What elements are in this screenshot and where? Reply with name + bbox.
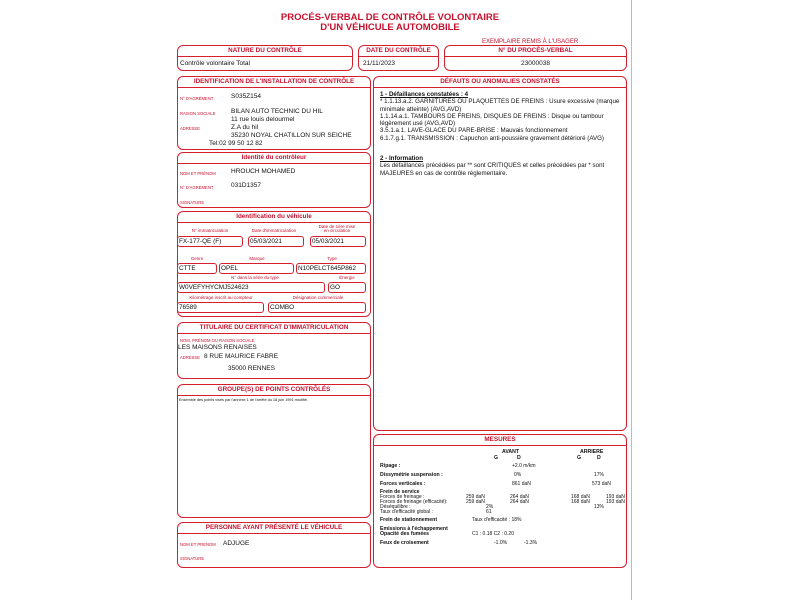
ripage-value: +2.0 m/km (512, 463, 536, 469)
mesures-box (373, 434, 627, 568)
pv-header: N° DU PROCÈS-VERBAL (445, 46, 626, 57)
installation-raison-1: BILAN AUTO TECHNIC DU HIL (231, 108, 323, 115)
mesures-header: MESURES (374, 435, 626, 446)
date-value: 21/11/2023 (363, 60, 396, 67)
installation-adresse-label: ADRESSE (180, 126, 201, 131)
date-immat-label: Date d'immatriculation (251, 228, 297, 233)
dissym-av: 0% (514, 472, 522, 478)
defauts-header: DÉFAUTS OU ANOMALIES CONSTATÉS (374, 77, 626, 88)
defauts-box (373, 76, 627, 431)
forces-v-ar: 573 daN (592, 481, 611, 487)
vehicule-box (177, 211, 371, 317)
document-title-line1: PROCÉS-VERBAL DE CONTRÔLE VOLONTAIRE (280, 12, 500, 23)
nature-value: Contrôle volontaire Total (180, 60, 250, 67)
pv-box (444, 45, 627, 71)
controleur-agrement-label: N° D'AGRÉMENT (180, 185, 214, 190)
deseq-ar: 13% (594, 504, 605, 510)
ff-av-d: 264 daN (510, 494, 529, 500)
titulaire-box (177, 322, 371, 379)
feux-label: Feux de croisement (380, 540, 429, 546)
ffe-label: Forces de freinage (efficacité): (380, 499, 448, 505)
forces-v-av: 861 daN (512, 481, 531, 487)
defaut-item: * 1.1.13.a.2. GARNITURES OU PLAQUETTES DE FREINS : Usure excessive (marque minimale atteinte) (AVG,AVD) (380, 98, 620, 113)
marque-label: Marque (249, 256, 265, 261)
date-1ere-label-2: en circulation (323, 228, 351, 233)
titulaire-header: TITULAIRE DU CERTIFICAT D'IMMATRICULATION (178, 323, 370, 334)
energie-value: GO (330, 284, 340, 291)
energie-label: Énergie (339, 275, 355, 280)
emissions-label-2: Opacité des fumées (380, 531, 430, 537)
date-1ere-label-1: Date de 1ère mise (318, 224, 356, 229)
date-header: DATE DU CONTRÔLE (359, 46, 438, 57)
genre-label: Genre (190, 256, 204, 261)
stationnement-value: Taux d'efficacité : 18% (472, 517, 522, 523)
km-field (177, 302, 264, 313)
mesures-av-g: G (494, 455, 499, 461)
titulaire-nom: LES MAISONS RENAISES (178, 344, 257, 351)
energie-field (328, 282, 366, 293)
mesures-arriere-header: ARRIERE (580, 449, 604, 455)
defauts-section1-title: 1 - Défaillances constatées : 4 (380, 91, 469, 98)
date-immat-field (248, 236, 304, 247)
controleur-nom-label: NOM ET PRÉNOM (180, 171, 216, 176)
installation-agrement: S035Z154 (231, 93, 261, 100)
defauts-list (380, 91, 620, 177)
date-immat-value: 05/03/2021 (250, 238, 282, 245)
emissions-value: C1 : 0.18 C2 : 0.20 (472, 531, 514, 537)
page-edge-line (631, 0, 632, 600)
defauts-info: Les défaillances précédées par ** sont CRITIQUES et celles précédées par * sont MAJEURES en cas de contrôle réglementaire. (380, 162, 605, 177)
stationnement-label: Frein de stationnement (380, 517, 438, 523)
taux-global: 61 (486, 509, 492, 515)
dissym-label: Dissymétrie suspension : (380, 472, 443, 478)
installation-header: IDENTIFICATION DE L'INSTALLATION DE CONTRÔLE (178, 77, 370, 88)
ff-ar-d: 193 daN (606, 494, 625, 500)
nature-header: NATURE DU CONTRÔLE (178, 46, 352, 57)
mesures-av-d: D (517, 455, 521, 461)
controleur-nom: HROUCH MOHAMED (231, 168, 296, 175)
presentateur-signature-label: SIGNATURE (180, 556, 205, 561)
ffe-ar-g: 168 daN (571, 499, 590, 505)
km-label: Kilométrage inscrit au compteur (189, 295, 253, 300)
ffe-ar-d: 193 daN (606, 499, 625, 505)
nature-box (177, 45, 353, 71)
installation-adresse-1: Z.A du hil (231, 124, 259, 131)
presentateur-nom-label: NOM ET PRÉNOM (180, 542, 216, 547)
installation-raison-label: RAISON SOCIALE (180, 111, 216, 116)
installation-box (177, 76, 371, 150)
defaut-item: 3.5.1.a.1. LAVE-GLACE DU PARE-BRISE : Mauvais fonctionnement (380, 127, 568, 135)
document-title-line2: D'UN VÉHICULE AUTOMOBILE (320, 22, 460, 33)
controleur-header: Identité du contrôleur (178, 153, 370, 164)
taux-global-label: Taux d'efficacité global : (380, 509, 433, 515)
installation-adresse-2: 35230 NOYAL CHATILLON SUR SEICHE (231, 132, 352, 139)
deseq-av: 2% (486, 504, 494, 510)
installation-raison-2: 11 rue louis delourmel (231, 116, 295, 123)
designation-value: COMBO (270, 304, 295, 311)
controleur-signature-label: SIGNATURE (180, 200, 205, 205)
vehicule-header: Identification du véhicule (178, 212, 370, 223)
controleur-box (177, 152, 371, 208)
immat-field (177, 236, 243, 247)
controleur-agrement: 031D1357 (231, 182, 261, 189)
dissym-ar: 17% (594, 472, 605, 478)
feux-value-2: -1.3% (524, 540, 538, 546)
groupes-header: GROUPE(S) DE POINTS CONTRÔLÉS (178, 385, 370, 396)
titulaire-adresse-2: 35000 RENNES (228, 365, 275, 372)
genre-field (177, 263, 217, 274)
titulaire-adresse-1: 8 RUE MAURICE FABRE (204, 353, 279, 360)
marque-value: OPEL (221, 265, 239, 272)
defauts-section2-title: 2 - Information (380, 155, 423, 163)
ff-label: Forces de freinage : (380, 494, 425, 500)
installation-agrement-label: N° D'AGRÉMENT (180, 96, 214, 101)
installation-tel: Tel:02 99 50 12 82 (209, 140, 263, 147)
presentateur-box (177, 522, 371, 568)
mesures-avant-header: AVANT (502, 449, 520, 455)
type-field (296, 263, 366, 274)
date-1ere-field (310, 236, 366, 247)
groupes-text: Ensemble des points visés par l'annexe 1 de l'arrêté du 18 juin 1991 modifié. (179, 398, 308, 402)
serie-value: W0VEFYHYCMJ524623 (179, 284, 249, 291)
frein-service-label: Frein de service (380, 489, 420, 495)
designation-label: Désignation commerciale (292, 295, 344, 300)
ffe-av-d: 264 daN (510, 499, 529, 505)
groupes-box (177, 384, 371, 518)
defaut-item: 1.1.14.a.1. TAMBOURS DE FREINS, DISQUES DE FREINS : Disque ou tambour légèrement usé (AVG,AVD) (380, 112, 604, 128)
ripage-label: Ripage : (380, 463, 401, 469)
presentateur-header: PERSONNE AYANT PRÉSENTÉ LE VÉHICULE (178, 523, 370, 534)
pv-value: 23000038 (521, 60, 550, 67)
copy-note: EXEMPLAIRE REMIS À L'USAGER (482, 39, 579, 45)
titulaire-nom-label: NOM, PRÉNOM OU RAISON SOCIALE (180, 338, 255, 343)
date-1ere-value: 05/03/2021 (312, 238, 344, 245)
defaut-item: 6.1.7.g.1. TRANSMISSION : Capuchon anti-poussière gravement détérioré (AVG) (380, 134, 604, 142)
designation-field (268, 302, 366, 313)
date-box (358, 45, 439, 71)
type-label: Type (327, 256, 337, 261)
serie-field (177, 282, 325, 293)
immat-value: FX-177-QE (F) (179, 238, 222, 245)
serie-label: N° dans la série du type (231, 275, 279, 280)
deseq-label: Déséquilibre : (380, 504, 411, 510)
ff-ar-g: 168 daN (571, 494, 590, 500)
mesures-ar-g: G (577, 455, 582, 461)
feux-value-1: -1.0% (494, 540, 508, 546)
km-value: 76589 (179, 304, 197, 311)
presentateur-nom: ADJUGE (223, 540, 250, 547)
forces-v-label: Forces verticales : (380, 481, 426, 487)
immat-label: N° immatriculation (191, 228, 229, 233)
marque-field (219, 263, 294, 274)
ffe-av-g: 259 daN (466, 499, 485, 505)
type-value: N10PELCT645P862 (298, 265, 356, 272)
emissions-label-1: Emissions à l'échappement (380, 526, 448, 532)
genre-value: CTTE (179, 265, 196, 272)
titulaire-adresse-label: ADRESSE (180, 355, 201, 360)
mesures-ar-d: D (597, 455, 601, 461)
ff-av-g: 259 daN (466, 494, 485, 500)
